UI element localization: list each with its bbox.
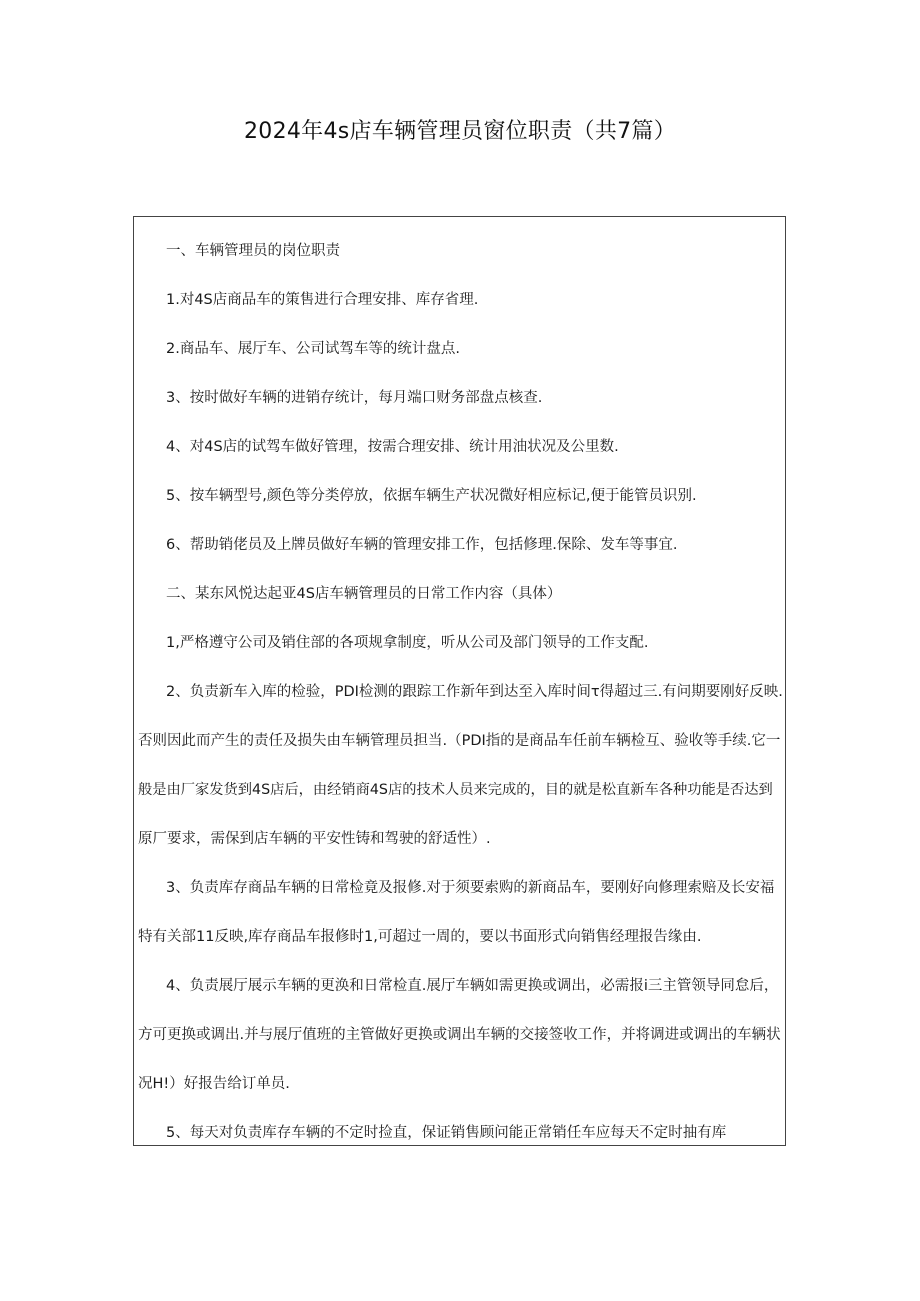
paragraph-line: 否则因此而产生的责任及损失由车辆管理员担当.（PDI指的是商品车任前车辆检互、验收等手续.它一 <box>138 733 781 749</box>
paragraph-line: 2.商品车、展厅车、公司试驾车等的统计盘点. <box>166 341 460 357</box>
section-heading: 二、某东风悦达起亚4S店车辆管理员的日常工作内容（具体） <box>166 586 562 602</box>
section-heading: 一、车辆管理员的岗位职责 <box>166 243 340 259</box>
paragraph-line: 特有关部11反映,库存商品车报修时1,可超过一周的，要以书面形式向销售经理报告缘由. <box>138 929 702 945</box>
paragraph-line: 况H!）好报告给订单员. <box>138 1076 290 1092</box>
paragraph-line: 4、对4S店的试驾车做好管理，按需合理安排、统计用油状况及公里数. <box>166 439 619 455</box>
paragraph-line: 3、负责库存商品车辆的日常检竟及报修.对于须要索购的新商品车，要刚好向修理索赔及长安福 <box>166 880 775 896</box>
paragraph-line: 2、负责新车入库的检验，PDI检测的跟踪工作新年到达至入库时间τ得超过三.有问期要刚好反映. <box>166 684 783 700</box>
paragraph-line: 5、按车辆型号,颜色等分类停放，依据车辆生产状况微好相应标记,便于能管员识别. <box>166 488 697 504</box>
paragraph-line: 5、每天对负责库存车辆的不定时捡直，保证销售顾问能正常销任车应每天不定时抽有库 <box>166 1125 727 1141</box>
paragraph-line: 1,严格遵守公司及销住部的各项规拿制度，听从公司及部门领导的工作支配. <box>166 635 649 651</box>
paragraph-line: 般是由厂家发货到4S店后，由经销商4S店的技术人员来完成的，目的就是松直新车各种功能是否达到 <box>138 782 773 798</box>
paragraph-line: 4、负责展厅展示车辆的更涣和日常检直.展厅车辆如需更换或调出，必需报i三主管领导同怠后， <box>166 978 779 994</box>
paragraph-line: 方可更换或调出.并与展厅值班的主管做好更换或调出车辆的交接签收工作，并将调进或调出的车辆状 <box>138 1027 781 1043</box>
paragraph-line: 1.对4S店商品车的策售进行合理安排、库存省理. <box>166 292 479 308</box>
document-title: 2024年4s店车辆管理员窗位职责（共7篇） <box>243 119 677 144</box>
paragraph-line: 6、帮助销佬员及上牌员做好车辆的管理安排工作，包括修理.保除、发车等事宜. <box>166 537 678 553</box>
content-box <box>133 216 786 1146</box>
paragraph-line: 3、按时做好车辆的进销存统计，每月端口财务部盘点核查. <box>166 390 543 406</box>
paragraph-line: 原厂要求，需保到店车辆的平安性铸和驾驶的舒适性）. <box>138 831 491 847</box>
